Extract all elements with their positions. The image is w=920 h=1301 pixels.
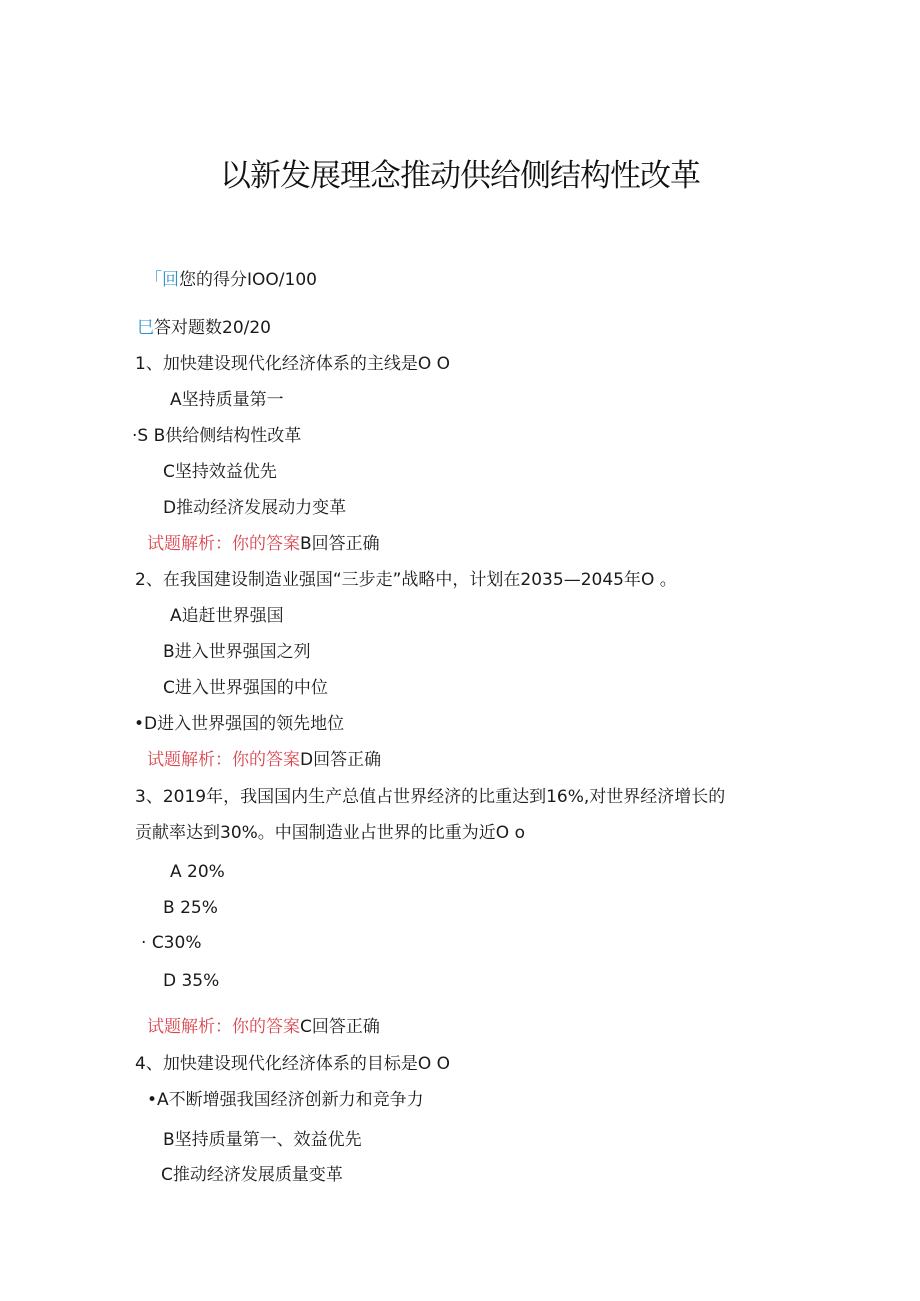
answered-icon: 巳 — [137, 318, 154, 338]
option-text: A追赶世界强国 — [170, 606, 284, 626]
option-text: D推动经济发展动力变革 — [163, 498, 347, 518]
option-text: C进入世界强国的中位 — [163, 678, 328, 698]
question-4-option-c[interactable] — [161, 1164, 343, 1186]
question-1-option-a[interactable] — [170, 389, 284, 411]
option-text: B坚持质量第一、效益优先 — [163, 1130, 362, 1150]
question-3-stem-line-2: 贡献率达到30%。中国制造业占世界的比重为近O o — [135, 823, 525, 843]
option-text: A坚持质量第一 — [170, 390, 284, 410]
question-2-option-d[interactable] — [134, 713, 344, 735]
answered-line — [137, 317, 271, 339]
question-2-stem: 2、在我国建设制造业强国“三步走”战略中，计划在2035—2045年O 。 — [135, 570, 677, 590]
question-4-stem: 4、加快建设现代化经济体系的目标是O O — [135, 1054, 450, 1074]
question-3-option-b[interactable] — [163, 897, 218, 919]
question-1-option-c[interactable] — [163, 461, 277, 483]
analysis-answer: C回答正确 — [300, 1017, 380, 1037]
question-2-analysis — [147, 749, 381, 771]
option-text: A不断增强我国经济创新力和竞争力 — [157, 1090, 424, 1110]
answered-text: 答对题数20/20 — [154, 318, 271, 338]
option-text: C30% — [151, 933, 202, 953]
question-1-option-d[interactable] — [163, 497, 346, 519]
question-3-option-a[interactable] — [170, 861, 225, 883]
analysis-answer: D回答正确 — [300, 750, 382, 770]
score-icon: 「回 — [145, 270, 179, 290]
question-3-option-c[interactable] — [141, 932, 201, 954]
analysis-label: 试题解析：你的答案 — [147, 750, 300, 770]
option-text: C推动经济发展质量变革 — [161, 1165, 343, 1185]
option-marker: • — [147, 1090, 158, 1110]
question-3-stem: 3、2019年，我国国内生产总值占世界经济的比重达到16%,对世界经济增长的 — [135, 787, 726, 807]
analysis-label: 试题解析：你的答案 — [147, 1017, 300, 1037]
option-text: B 25% — [163, 898, 218, 918]
question-4-option-a[interactable] — [147, 1089, 424, 1111]
analysis-answer: B回答正确 — [300, 534, 380, 554]
option-marker: ·S — [132, 426, 154, 446]
option-text: B供给侧结构性改革 — [153, 426, 302, 446]
question-1-analysis — [147, 533, 380, 555]
page-title: 以新发展理念推动供给侧结构性改革 — [220, 158, 700, 194]
question-1-option-b[interactable] — [132, 425, 301, 447]
option-marker: · — [141, 933, 152, 953]
question-3-option-d[interactable] — [163, 970, 219, 992]
analysis-label: 试题解析：你的答案 — [147, 534, 300, 554]
option-text: B进入世界强国之列 — [163, 642, 311, 662]
option-text: D进入世界强国的领先地位 — [144, 714, 345, 734]
question-1-stem: 1、加快建设现代化经济体系的主线是O O — [135, 354, 450, 374]
option-text: A 20% — [170, 862, 225, 882]
score-line — [145, 269, 317, 291]
question-4-option-b[interactable] — [163, 1129, 362, 1151]
option-text: D 35% — [163, 971, 220, 991]
option-marker: • — [134, 714, 145, 734]
question-2-option-c[interactable] — [163, 677, 328, 699]
question-3-analysis — [147, 1016, 380, 1038]
question-2-option-b[interactable] — [163, 641, 311, 663]
option-text: C坚持效益优先 — [163, 462, 277, 482]
question-2-option-a[interactable] — [170, 605, 284, 627]
score-text: 您的得分IOO/100 — [179, 270, 317, 290]
